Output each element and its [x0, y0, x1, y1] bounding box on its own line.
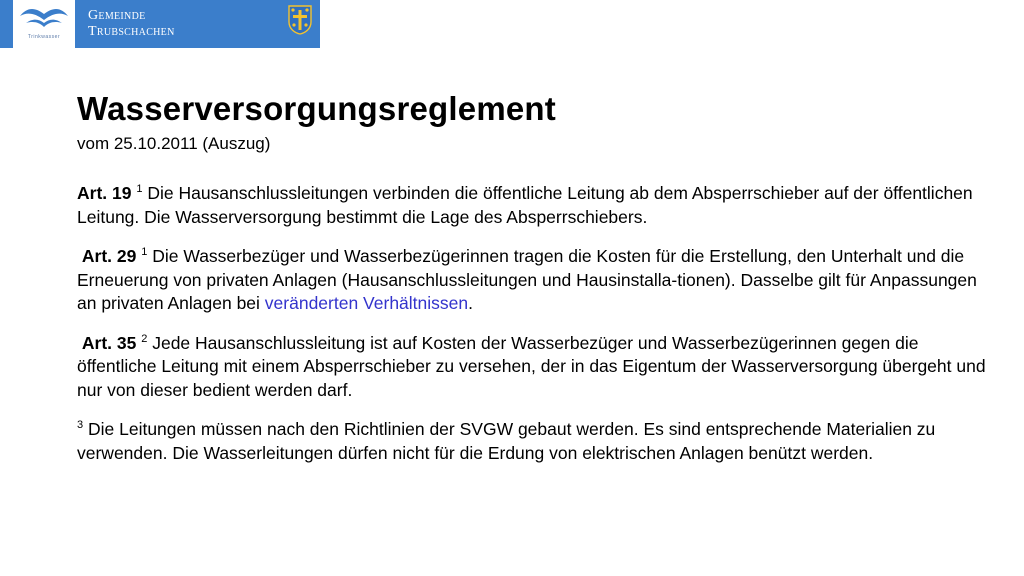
- municipality-line-2: Trubschachen: [88, 24, 175, 39]
- water-waves-icon: [17, 4, 71, 34]
- paragraph-number: 3: [77, 419, 84, 432]
- paragraph-number: 1: [136, 183, 143, 196]
- page-subtitle: vom 25.10.2011 (Auszug): [77, 134, 271, 153]
- article-35-paragraph-3: [77, 418, 987, 465]
- article-29-paragraph: [77, 245, 987, 316]
- article-text: Die Leitungen müssen nach den Richtlinien der SVGW gebaut werden. Es sind entsprechende Materialien zu verwenden. Die Wasserleitungen dürfen nicht für die Erdung von elektrischen Anlagen benützt werden.: [77, 419, 936, 463]
- article-label: Art. 19: [77, 183, 132, 203]
- logo-caption: Trinkwasser: [27, 34, 61, 40]
- article-35-paragraph: [77, 332, 987, 403]
- article-text: Die Hausanschlussleitungen verbinden die öffentliche Leitung ab dem Absperrschieber auf der öffentlichen Leitung. Die Wasserversorgung bestimmt die Lage des Absperrschiebers.: [77, 183, 973, 227]
- municipality-name: [88, 8, 175, 40]
- page-title: Wasserversorgungsreglement: [77, 90, 556, 127]
- document-body: [77, 182, 987, 481]
- paragraph-number: 1: [141, 246, 148, 259]
- article-text-end: .: [468, 293, 473, 313]
- municipality-line-1: Gemeinde: [88, 8, 146, 23]
- header-bar: [0, 0, 320, 48]
- paragraph-number: 2: [141, 332, 148, 345]
- article-label: Art. 35: [81, 332, 137, 353]
- article-label: Art. 29: [81, 246, 137, 266]
- changed-circumstances-link[interactable]: veränderten Verhältnissen: [264, 293, 469, 313]
- municipal-crest-icon: [288, 5, 312, 35]
- article-text: Die Wasserbezüger und Wasserbezügerinnen tragen die Kosten für die Erstellung, den Unterhalt und die Erneuerung von privaten Anlagen (Hausanschlussleitungen und Hausinstalla-tionen). Dasselbe gilt für Anpassungen an privaten Anlagen bei: [77, 246, 977, 313]
- article-text: Jede Hausanschlussleitung ist auf Kosten der Wasserbezüger und Wasserbezügerinnen gegen die öffentliche Leitung mit einem Absperrschieber zu versehen, der in das Eigentum der Wasserversorgung übergeht und nur von dieser bedient werden darf.: [77, 332, 986, 400]
- trinkwasser-logo: [13, 0, 75, 48]
- article-19-paragraph: [77, 182, 987, 229]
